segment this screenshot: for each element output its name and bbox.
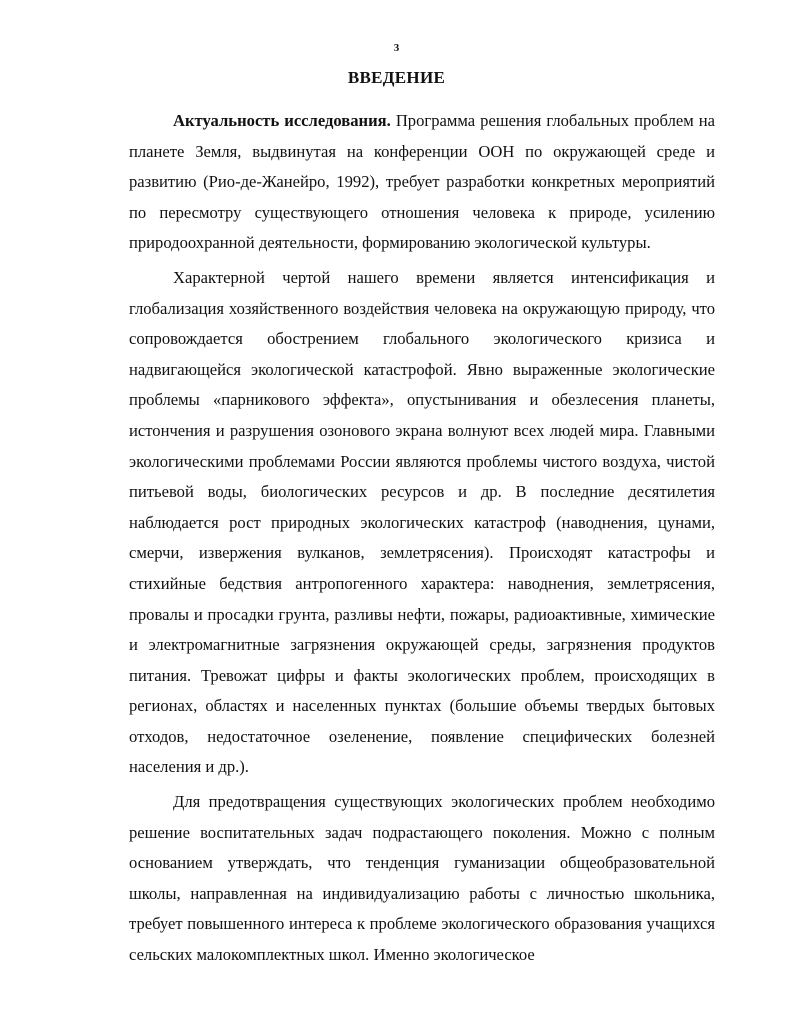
paragraph-text: Программа решения глобальных проблем на планете Земля, выдвинутая на конференции ООН по окружающей среде и развитию (Рио-де-Жанейро, 1992), требует разработки конкретных мероприятий по пересмотру существующего отношения человека к природе, усилению природоохранной деятельности, формированию экологической культуры. bbox=[129, 111, 715, 253]
page-number: 3 bbox=[393, 42, 400, 54]
paragraph-education bbox=[129, 787, 715, 971]
body-text bbox=[129, 106, 715, 971]
paragraph-ecological-crisis bbox=[129, 263, 715, 783]
paragraph-text: Для предотвращения существующих экологических проблем необходимо решение воспитательных задач подрастающего поколения. Можно с полным основанием утверждать, что тенденция гуманизации общеобразовательной школы, направленная на индивидуализацию работы с личностью школьника, требует повышенного интереса к проблеме экологического образования учащихся сельских малокомплектных школ. Именно экологическое bbox=[129, 792, 715, 965]
paragraph-lead: Актуальность исследования. bbox=[173, 111, 391, 130]
paragraph-text: Характерной чертой нашего времени является интенсификация и глобализация хозяйственного воздействия человека на окружающую природу, что сопровождается обострением глобального экологического кризиса и надвигающейся экологической катастрофой. Явно выраженные экологические проблемы «парникового эффекта», опустынивания и обезлесения планеты, истончения и разрушения озонового экрана волнуют всех людей мира. Главными экологическими проблемами России являются проблемы чистого воздуха, чистой питьевой воды, биологических ресурсов и др. В последние десятилетия наблюдается рост природных экологических катастроф (наводнения, цунами, смерчи, извержения вулканов, землетрясения). Происходят катастрофы и стихийные бедствия антропогенного характера: наводнения, землетрясения, провалы и просадки грунта, разливы нефти, пожары, радиоактивные, химические и электромагнитные загрязнения окружающей среды, загрязнения продуктов питания. Тревожат цифры и факты экологических проблем, происходящих в регионах, областях и населенных пунктах (большие объемы твердых бытовых отходов, недостаточное озеленение, появление специфических болезней населения и др.). bbox=[129, 267, 715, 777]
paragraph-relevance bbox=[129, 106, 715, 259]
page-title: ВВЕДЕНИЕ bbox=[347, 68, 446, 87]
